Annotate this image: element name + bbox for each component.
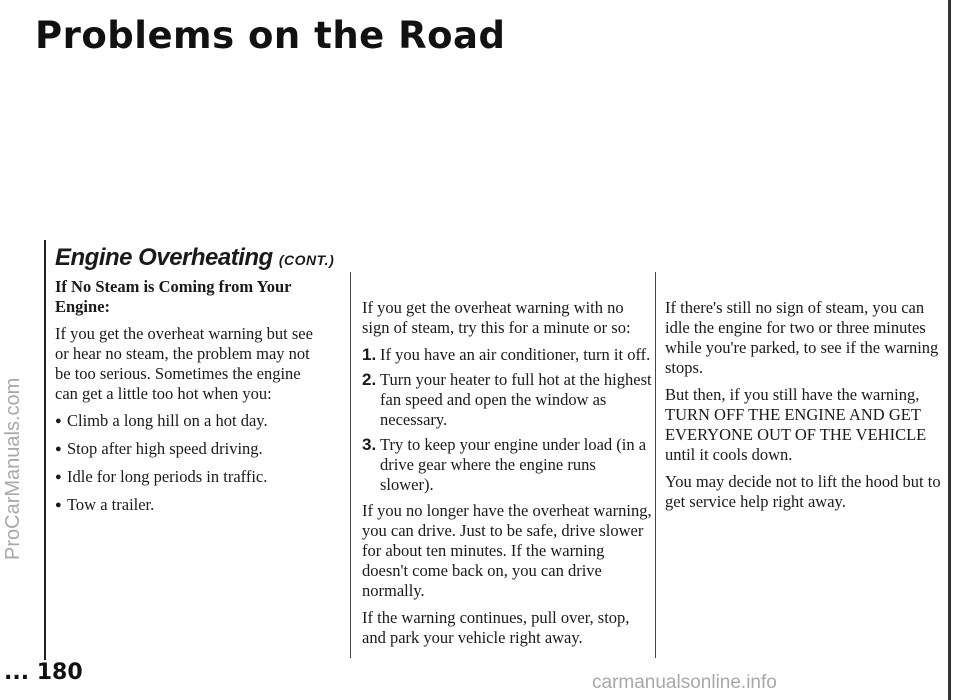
subheading: If No Steam is Coming from Your Engine: xyxy=(55,277,292,316)
section-title-suffix: (CONT.) xyxy=(278,252,335,268)
step-number: 3. xyxy=(362,435,377,454)
paragraph: You may decide not to lift the hood but to get service help right away. xyxy=(665,472,941,511)
paragraph: If there's still no sign of steam, you can idle the engine for two or three minutes while you're parked, to see if the warning stops. xyxy=(665,298,939,377)
intro-paragraph: If you get the overheat warning with no sign of steam, try this for a minute or so: xyxy=(362,298,631,337)
paragraph: But then, if you still have the warning, TURN OFF THE ENGINE AND GET EVERYONE OUT OF THE VEHICLE until it cools down. xyxy=(665,385,927,464)
column-middle xyxy=(362,298,652,655)
step-text: If you have an air conditioner, turn it off. xyxy=(380,345,651,364)
steps-list xyxy=(362,345,652,495)
step-item xyxy=(362,370,652,430)
paragraph: If you no longer have the overheat warning, you can drive. Just to be safe, drive slower for about ten minutes. If the warning doesn't come back on, you can drive normally. xyxy=(362,501,652,600)
bullet-item: ● Tow a trailer. xyxy=(55,495,320,515)
column-divider-1 xyxy=(350,272,351,658)
footer-dots: ... xyxy=(4,660,30,685)
section-heading xyxy=(55,244,335,271)
intro-paragraph: If you get the overheat warning but see or hear no steam, the problem may not be too serious. Sometimes the engine can get a little too hot when you: xyxy=(55,324,313,403)
section-title: Engine Overheating xyxy=(55,244,273,271)
page-number: 180 xyxy=(36,660,83,685)
left-margin-rule xyxy=(44,240,46,660)
bullet-list xyxy=(55,411,320,515)
step-item xyxy=(362,435,652,495)
paragraph: If the warning continues, pull over, stop, and park your vehicle right away. xyxy=(362,608,630,647)
side-watermark: ProCarManuals.com xyxy=(2,377,24,560)
step-number: 2. xyxy=(362,370,377,389)
page-title: Problems on the Road xyxy=(35,14,506,57)
column-right xyxy=(665,298,945,519)
column-divider-2 xyxy=(655,272,656,658)
bullet-item: ● Stop after high speed driving. xyxy=(55,439,320,459)
step-number: 1. xyxy=(362,345,377,364)
page-footer xyxy=(4,660,83,685)
bullet-item: ● Idle for long periods in traffic. xyxy=(55,467,320,487)
bullet-item: ● Climb a long hill on a hot day. xyxy=(55,411,320,431)
page-right-edge xyxy=(948,0,951,700)
bottom-watermark: carmanualsonline.info xyxy=(592,672,777,693)
step-item xyxy=(362,345,652,365)
column-left xyxy=(55,244,335,523)
step-text: Turn your heater to full hot at the highest fan speed and open the window as necessary. xyxy=(380,370,652,429)
step-text: Try to keep your engine under load (in a drive gear where the engine runs slower). xyxy=(380,435,647,494)
